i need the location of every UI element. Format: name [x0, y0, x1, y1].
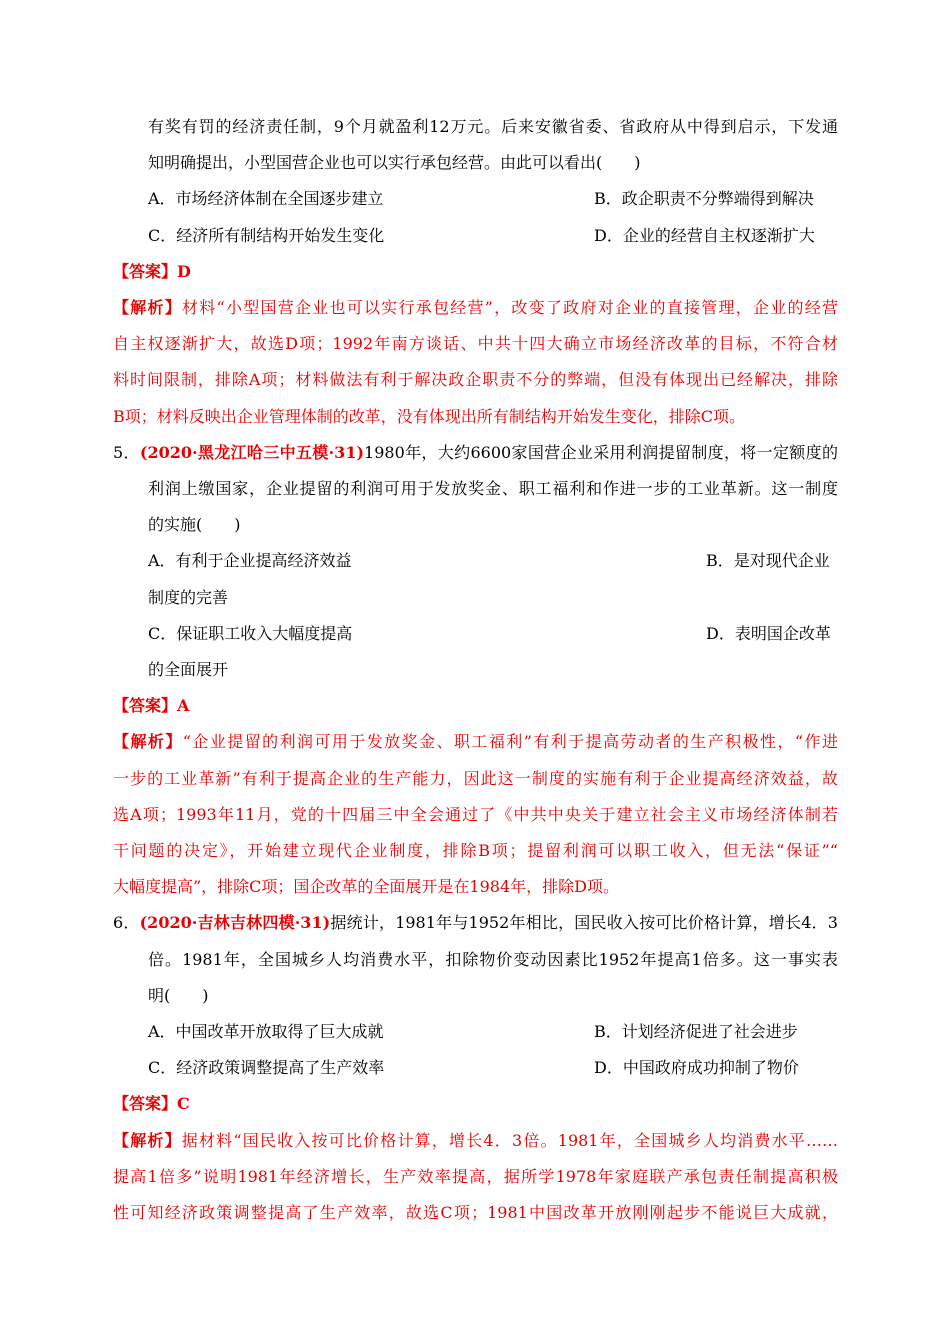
question-stem-line: 知明确提出，小型国营企业也可以实行承包经营。由此可以看出( ) — [148, 153, 641, 173]
question-stem-line: 有奖有罚的经济责任制，9个月就盈利12万元。后来安徽省委、省政府从中得到启示，下发通 — [148, 117, 838, 136]
analysis-label: 【解析】 — [113, 297, 183, 317]
answer-value: A — [177, 696, 190, 716]
option-a: A．中国改革开放取得了巨大成就 — [148, 1021, 384, 1041]
analysis-line: 料时间限制，排除A项；材料做法有利于解决政企职责不分的弊端，但没有体现出已经解决，排除 — [113, 370, 838, 390]
option-row — [113, 543, 838, 579]
analysis-line: 一步的工业革新”有利于提高企业的生产能力，因此这一制度的实施有利于企业提高经济效益，故 — [113, 768, 838, 788]
question-stem-text: 据统计，1981年与1952年相比，国民收入按可比价格计算，增长4．3 — [330, 913, 838, 933]
option-c: C．经济所有制结构开始发生变化 — [148, 225, 385, 245]
analysis-text: 材料“小型国营企业也可以实行承包经营”，改变了政府对企业的直接管理，企业的经营 — [182, 297, 838, 317]
option-b: B．是对现代企业 — [706, 551, 830, 571]
answer-value: D — [177, 261, 191, 281]
analysis-line — [113, 1123, 838, 1159]
answer-label: 【答案】 — [113, 261, 178, 281]
option-d: D．表明国企改革 — [706, 623, 831, 643]
option-c: C．经济政策调整提高了生产效率 — [148, 1058, 385, 1078]
answer-line — [113, 1086, 838, 1122]
analysis-line: 提高1倍多”说明1981年经济增长，生产效率提高，据所学1978年家庭联产承包责任制提高积极 — [113, 1166, 838, 1186]
option-a: A．市场经济体制在全国逐步建立 — [148, 189, 384, 209]
question-stem-line: 倍。1981年，全国城乡人均消费水平，扣除物价变动因素比1952年提高1倍多。这一事实表 — [148, 949, 838, 969]
analysis-line: 选A项；1993年11月，党的十四届三中全会通过了《中共中央关于建立社会主义市场经济体制若 — [113, 804, 838, 824]
option-row — [113, 652, 838, 688]
analysis-line: B项；材料反映出企业管理体制的改革，没有体现出所有制结构开始发生变化，排除C项。 — [113, 406, 746, 426]
option-row — [113, 1014, 838, 1050]
answer-label: 【答案】 — [113, 696, 178, 716]
question-number: 5． — [113, 442, 140, 462]
analysis-label: 【解析】 — [113, 1130, 182, 1150]
question-stem-line: 利润上缴国家，企业提留的利润可用于发放奖金、职工福利和作进一步的工业革新。这一制度 — [148, 479, 838, 498]
question-number: 6． — [113, 913, 140, 933]
analysis-line — [113, 290, 838, 326]
option-b-continued: 制度的完善 — [148, 587, 229, 607]
question-6 — [113, 905, 838, 1231]
option-row — [113, 580, 838, 616]
question-stem-line — [113, 435, 838, 471]
answer-value: C — [177, 1094, 190, 1114]
analysis-line: 自主权逐渐扩大，故选D项；1992年南方谈话、中共十四大确立市场经济改革的目标，不符合材 — [113, 334, 838, 354]
option-row — [113, 181, 838, 217]
question-source: (2020·黑龙江哈三中五模·31) — [139, 442, 365, 462]
question-stem-line — [113, 905, 838, 941]
analysis-line — [113, 724, 838, 760]
option-d: D．中国政府成功抑制了物价 — [594, 1058, 799, 1078]
analysis-line: 性可知经济政策调整提高了生产效率，故选C项；1981中国改革开放刚刚起步不能说巨大成就， — [113, 1202, 838, 1222]
document-body — [113, 109, 838, 1231]
analysis-label: 【解析】 — [113, 732, 183, 752]
question-source: (2020·吉林吉林四模·31) — [139, 913, 331, 933]
option-row — [113, 218, 838, 254]
answer-label: 【答案】 — [113, 1094, 178, 1114]
question-5 — [113, 435, 838, 906]
analysis-text: “企业提留的利润可用于发放奖金、职工福利”有利于提高劳动者的生产积极性，“作进 — [182, 732, 838, 752]
question-stem-line: 明( ) — [148, 985, 209, 1005]
question-4 — [113, 109, 838, 435]
option-b: B．政企职责不分弊端得到解决 — [594, 189, 814, 209]
analysis-text: 据材料“国民收入按可比价格计算，增长4．3倍。1981年，全国城乡人均消费水平…… — [181, 1130, 838, 1150]
question-stem-line: 的实施( ) — [148, 515, 241, 535]
option-c: C．保证职工收入大幅度提高 — [148, 623, 353, 643]
option-a: A．有利于企业提高经济效益 — [148, 551, 352, 571]
option-d: D．企业的经营自主权逐渐扩大 — [594, 225, 815, 245]
option-row — [113, 616, 838, 652]
question-stem-text: 1980年，大约6600家国营企业采用利润提留制度，将一定额度的 — [364, 442, 838, 462]
option-b: B．计划经济促进了社会进步 — [594, 1021, 798, 1041]
answer-line — [113, 254, 838, 290]
analysis-line: 大幅度提高”，排除C项；国企改革的全面展开是在1984年，排除D项。 — [113, 877, 619, 897]
answer-line — [113, 688, 838, 724]
analysis-line: 干问题的决定》，开始建立现代企业制度，排除B项；提留利润可以职工收入，但无法“保证”“ — [113, 840, 838, 860]
option-d-continued: 的全面展开 — [148, 659, 229, 679]
option-row — [113, 1050, 838, 1086]
